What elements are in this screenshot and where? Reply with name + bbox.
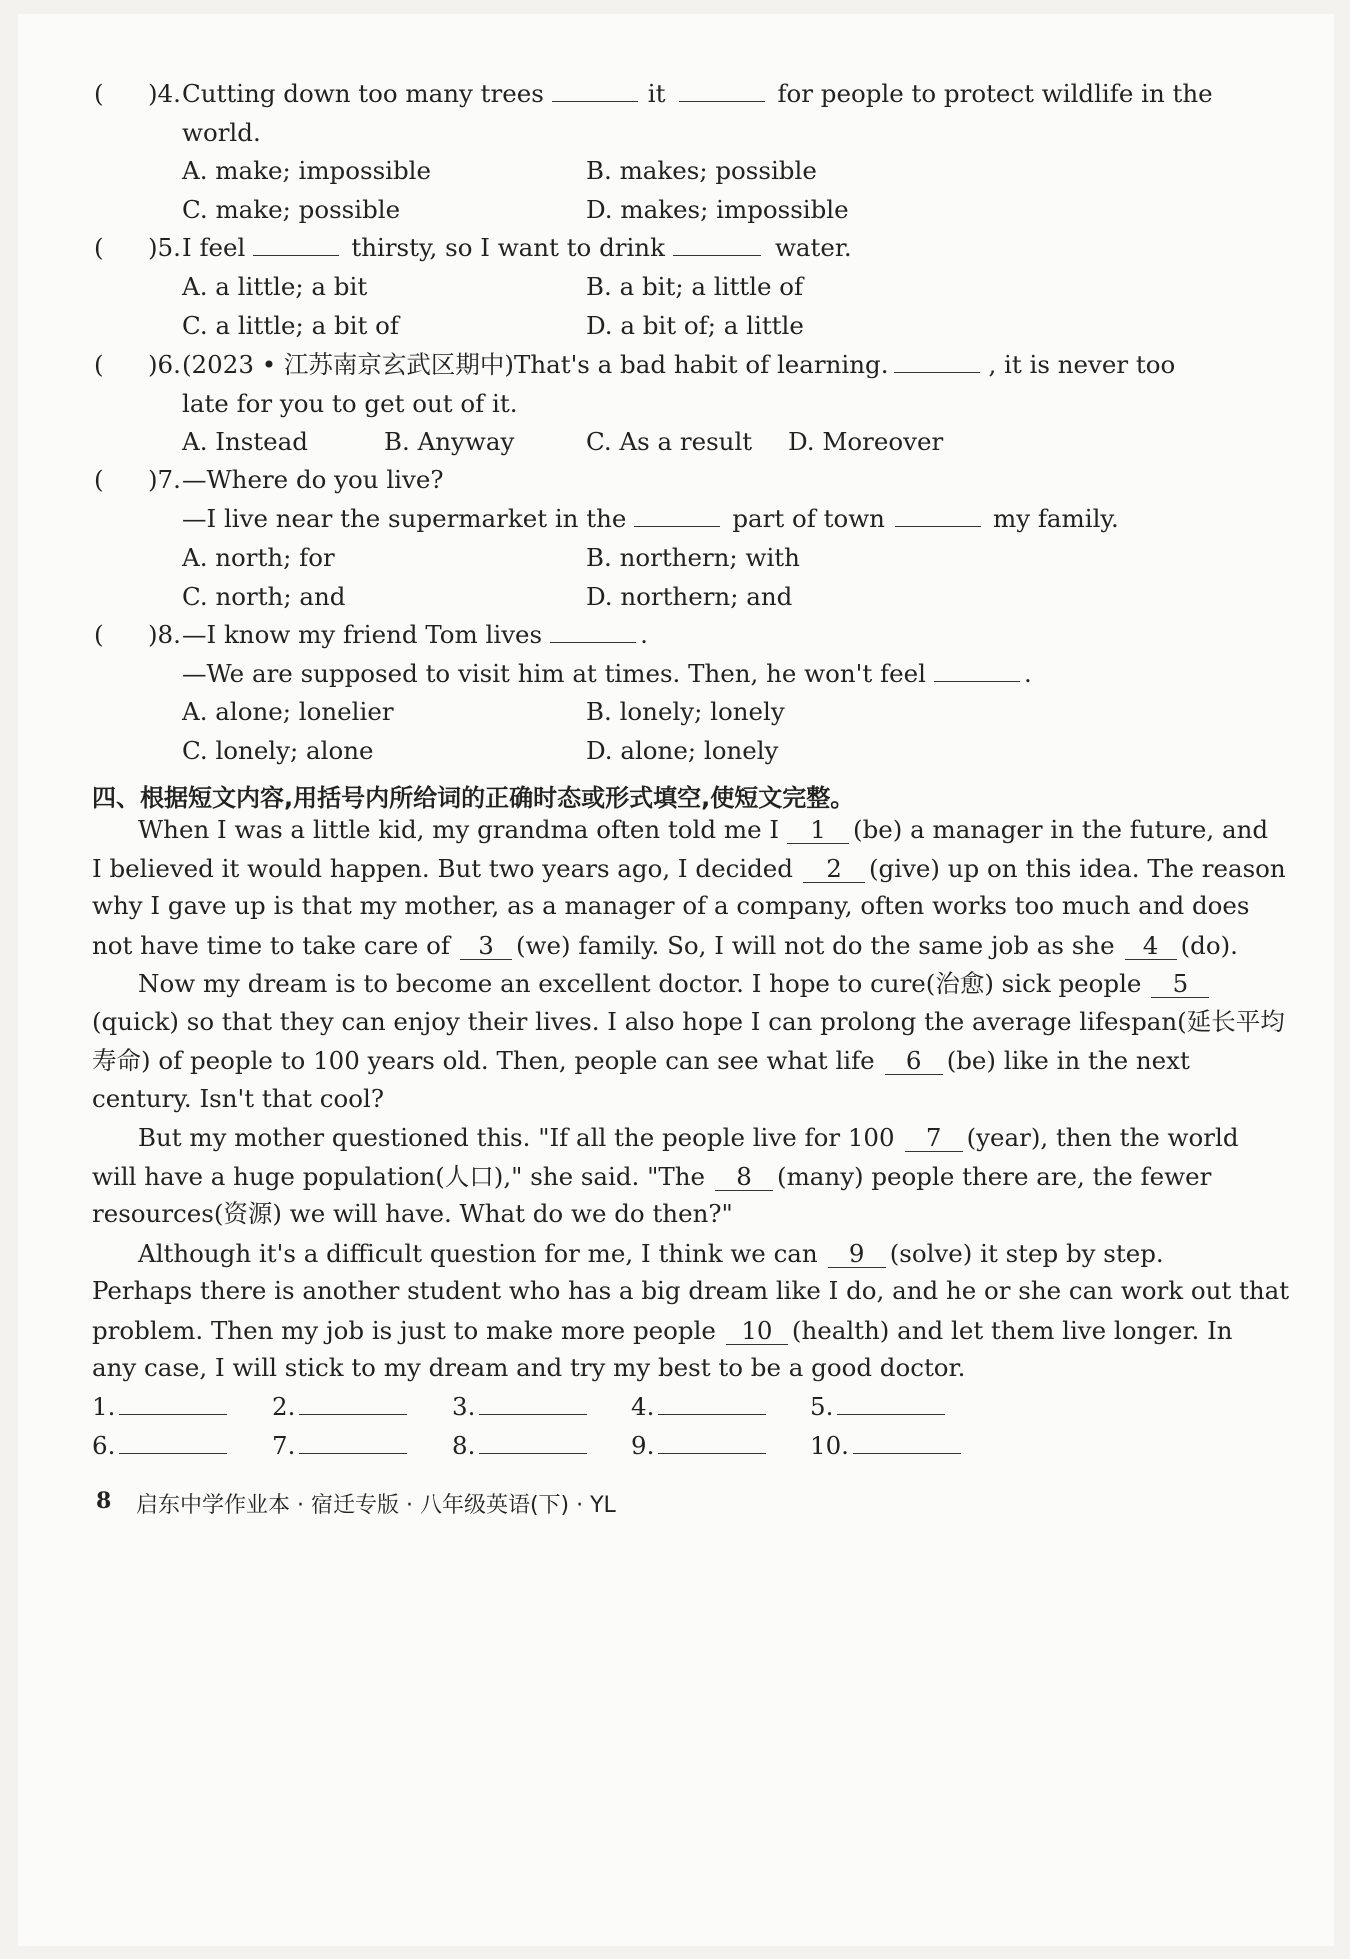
- answer-field[interactable]: [479, 1452, 587, 1454]
- answer-blank-7[interactable]: 7: [905, 1125, 963, 1152]
- answer-blank-8[interactable]: 8: [715, 1164, 773, 1191]
- option-b[interactable]: B. northern; with: [586, 543, 800, 572]
- answer-paren[interactable]: (: [94, 620, 104, 649]
- passage-line: (quick) so that they can enjoy their lives. I also hope I can prolong the average lifespan(延长平均: [92, 1007, 1285, 1036]
- section-heading: 四、根据短文内容,用括号内所给词的正确时态或形式填空,使短文完整。: [92, 784, 855, 812]
- answer-field[interactable]: [658, 1452, 766, 1454]
- fill-blank[interactable]: [552, 100, 638, 102]
- answer-paren[interactable]: (: [94, 465, 104, 494]
- fill-blank[interactable]: [550, 641, 636, 643]
- fill-blank[interactable]: [895, 525, 981, 527]
- answer-paren[interactable]: (: [94, 233, 104, 262]
- passage-line: Perhaps there is another student who has a big dream like I do, and he or she can work out that: [92, 1276, 1290, 1305]
- option-b[interactable]: B. Anyway: [384, 427, 515, 456]
- option-c[interactable]: C. north; and: [182, 582, 346, 611]
- passage-line: century. Isn't that cool?: [92, 1084, 384, 1113]
- page-number: 8: [96, 1488, 112, 1514]
- question-line: —I know my friend Tom lives .: [182, 620, 648, 649]
- worksheet-page: [18, 14, 1334, 1946]
- option-a[interactable]: A. alone; lonelier: [182, 697, 394, 726]
- question-line: —We are supposed to visit him at times. Then, he won't feel .: [182, 659, 1032, 688]
- answer-field[interactable]: [479, 1413, 587, 1415]
- passage-line: Although it's a difficult question for me, I think we can 9 (solve) it step by step.: [138, 1239, 1164, 1268]
- question-number: )4.: [148, 79, 181, 108]
- option-b[interactable]: B. makes; possible: [586, 156, 817, 185]
- question-line: late for you to get out of it.: [182, 389, 518, 418]
- answer-blank-10[interactable]: 10: [726, 1318, 788, 1345]
- answer-field[interactable]: [658, 1413, 766, 1415]
- passage-line: problem. Then my job is just to make more people 10 (health) and let them live longer. In: [92, 1316, 1233, 1345]
- answer-line-6: 6.: [92, 1434, 231, 1459]
- option-d[interactable]: D. northern; and: [586, 582, 793, 611]
- fill-blank[interactable]: [673, 254, 761, 256]
- answer-blank-4[interactable]: 4: [1125, 933, 1177, 960]
- question-line: —Where do you live?: [182, 465, 444, 494]
- answer-paren[interactable]: (: [94, 350, 104, 379]
- option-c[interactable]: C. a little; a bit of: [182, 311, 399, 340]
- option-d[interactable]: D. Moreover: [788, 427, 944, 456]
- passage-line: But my mother questioned this. "If all the people live for 100 7 (year), then the world: [138, 1123, 1239, 1152]
- passage-line: why I gave up is that my mother, as a manager of a company, often works too much and does: [92, 891, 1250, 920]
- option-d[interactable]: D. a bit of; a little: [586, 311, 804, 340]
- question-number: )6.: [148, 350, 181, 379]
- option-c[interactable]: C. lonely; alone: [182, 736, 374, 765]
- passage-line: any case, I will stick to my dream and try my best to be a good doctor.: [92, 1353, 966, 1382]
- answer-blank-2[interactable]: 2: [803, 856, 865, 883]
- option-c[interactable]: C. As a result: [586, 427, 753, 456]
- passage-line: will have a huge population(人口)," she said. "The 8 (many) people there are, the fewer: [92, 1162, 1212, 1191]
- option-b[interactable]: B. lonely; lonely: [586, 697, 785, 726]
- option-d[interactable]: D. alone; lonely: [586, 736, 779, 765]
- answer-line-7: 7.: [272, 1434, 411, 1459]
- passage-line: I believed it would happen. But two years ago, I decided 2 (give) up on this idea. The reason: [92, 854, 1286, 883]
- answer-line-4: 4.: [631, 1395, 770, 1420]
- passage-line: Now my dream is to become an excellent doctor. I hope to cure(治愈) sick people 5: [138, 971, 1213, 998]
- answer-blank-6[interactable]: 6: [885, 1048, 943, 1075]
- question-number: )7.: [148, 465, 181, 494]
- answer-line-10: 10.: [810, 1434, 965, 1459]
- question-line: Cutting down too many trees it for people to protect wildlife in the: [182, 79, 1213, 108]
- answer-blank-1[interactable]: 1: [787, 817, 849, 844]
- footer-title: 启东中学作业本 · 宿迁专版 · 八年级英语(下) · YL: [136, 1493, 616, 1518]
- fill-blank[interactable]: [253, 254, 339, 256]
- answer-line-1: 1.: [92, 1395, 231, 1420]
- question-line: I feel thirsty, so I want to drink water.: [182, 233, 852, 262]
- option-c[interactable]: C. make; possible: [182, 195, 401, 224]
- answer-blank-5[interactable]: 5: [1151, 971, 1209, 998]
- option-a[interactable]: A. a little; a bit: [182, 272, 368, 301]
- fill-blank[interactable]: [634, 525, 720, 527]
- answer-paren[interactable]: (: [94, 79, 104, 108]
- answer-blank-9[interactable]: 9: [828, 1241, 886, 1268]
- question-line: (2023 • 江苏南京玄武区期中)That's a bad habit of learning. , it is never too: [182, 350, 1176, 379]
- answer-line-8: 8.: [452, 1434, 591, 1459]
- option-a[interactable]: A. make; impossible: [182, 156, 431, 185]
- answer-blank-3[interactable]: 3: [460, 933, 512, 960]
- answer-line-3: 3.: [452, 1395, 591, 1420]
- option-b[interactable]: B. a bit; a little of: [586, 272, 804, 301]
- answer-line-2: 2.: [272, 1395, 411, 1420]
- fill-blank[interactable]: [894, 371, 980, 373]
- passage-line: 寿命) of people to 100 years old. Then, people can see what life 6 (be) like in the next: [92, 1046, 1190, 1075]
- answer-field[interactable]: [119, 1452, 227, 1454]
- answer-line-9: 9.: [631, 1434, 770, 1459]
- passage-line: resources(资源) we will have. What do we do then?": [92, 1199, 733, 1228]
- question-number: )5.: [148, 233, 181, 262]
- answer-field[interactable]: [119, 1413, 227, 1415]
- passage-line: not have time to take care of 3 (we) family. So, I will not do the same job as she 4 (do).: [92, 931, 1238, 960]
- question-number: )8.: [148, 620, 181, 649]
- answer-field[interactable]: [837, 1413, 945, 1415]
- option-a[interactable]: A. Instead: [182, 427, 308, 456]
- question-line: —I live near the supermarket in the part of town my family.: [182, 504, 1119, 533]
- answer-line-5: 5.: [810, 1395, 949, 1420]
- fill-blank[interactable]: [679, 100, 765, 102]
- option-d[interactable]: D. makes; impossible: [586, 195, 849, 224]
- question-line: world.: [182, 118, 261, 147]
- passage-line: When I was a little kid, my grandma often told me I 1 (be) a manager in the future, and: [138, 815, 1269, 844]
- fill-blank[interactable]: [934, 680, 1020, 682]
- answer-field[interactable]: [299, 1452, 407, 1454]
- answer-field[interactable]: [853, 1452, 961, 1454]
- answer-field[interactable]: [299, 1413, 407, 1415]
- option-a[interactable]: A. north; for: [182, 543, 335, 572]
